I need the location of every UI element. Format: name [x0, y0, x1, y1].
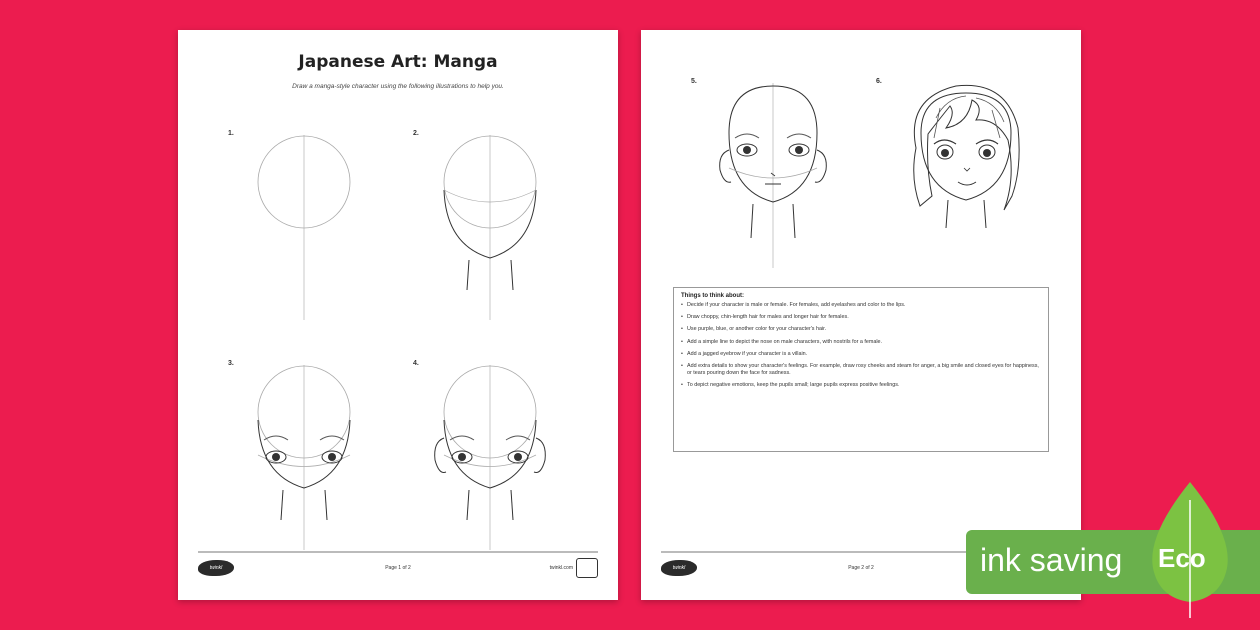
worksheet-page-1 [178, 30, 618, 600]
eco-label: Eco [1158, 543, 1206, 573]
worksheet-page-2 [641, 30, 1081, 600]
list-item: • To depict negative emotions, keep the pupils small; large pupils express positive feelings. [681, 382, 1041, 389]
step-1 [228, 130, 418, 330]
page-number: Page 1 of 2 [385, 565, 411, 571]
head-outline-illustration [413, 130, 603, 330]
twinkl-logo-icon: twinkl [198, 560, 234, 576]
head-with-ears-illustration [413, 360, 603, 560]
step-number: 1. [228, 130, 234, 137]
list-item: • Decide if your character is male or female. For females, add eyelashes and color to the lips. [681, 302, 1041, 309]
step-number: 6. [876, 78, 882, 85]
site-url: twinkl.com [549, 565, 573, 571]
list-item: • Add a simple line to depict the nose on male characters, with nostrils for a female. [681, 339, 1041, 346]
step-number: 2. [413, 130, 419, 137]
circle-guide-illustration [228, 130, 418, 330]
twinkl-logo-icon: twinkl [661, 560, 697, 576]
footer-divider [198, 551, 598, 553]
page-subtitle: Draw a manga-style character using the following illustrations to help you. [292, 83, 504, 90]
list-item: • Use purple, blue, or another color for your character's hair. [681, 326, 1041, 333]
step-5 [691, 78, 881, 278]
finished-manga-face-illustration [876, 78, 1066, 278]
step-number: 4. [413, 360, 419, 367]
step-number: 5. [691, 78, 697, 85]
badge-label: ink saving [980, 542, 1123, 578]
things-to-think-about-box [673, 287, 1049, 452]
list-item: • Add a jagged eyebrow if your character is a villain. [681, 351, 1041, 358]
page-number: Page 2 of 2 [848, 565, 874, 571]
list-item: • Add extra details to show your character's feelings. For example, draw rosy cheeks and steam for anger, a big smile and closed eyes for happiness, or tears pouring down the face for sadness. [681, 363, 1041, 377]
list-item: • Draw choppy, chin-length hair for males and longer hair for females. [681, 314, 1041, 321]
things-list [681, 302, 1041, 390]
step-6 [876, 78, 1066, 278]
step-3 [228, 360, 418, 560]
step-2 [413, 130, 603, 330]
step-number: 3. [228, 360, 234, 367]
publisher-badge-icon [576, 558, 598, 578]
head-with-eyes-illustration [228, 360, 418, 560]
page-title: Japanese Art: Manga [298, 52, 498, 72]
head-with-features-illustration [691, 78, 881, 278]
step-4 [413, 360, 603, 560]
things-title: Things to think about: [681, 293, 744, 299]
